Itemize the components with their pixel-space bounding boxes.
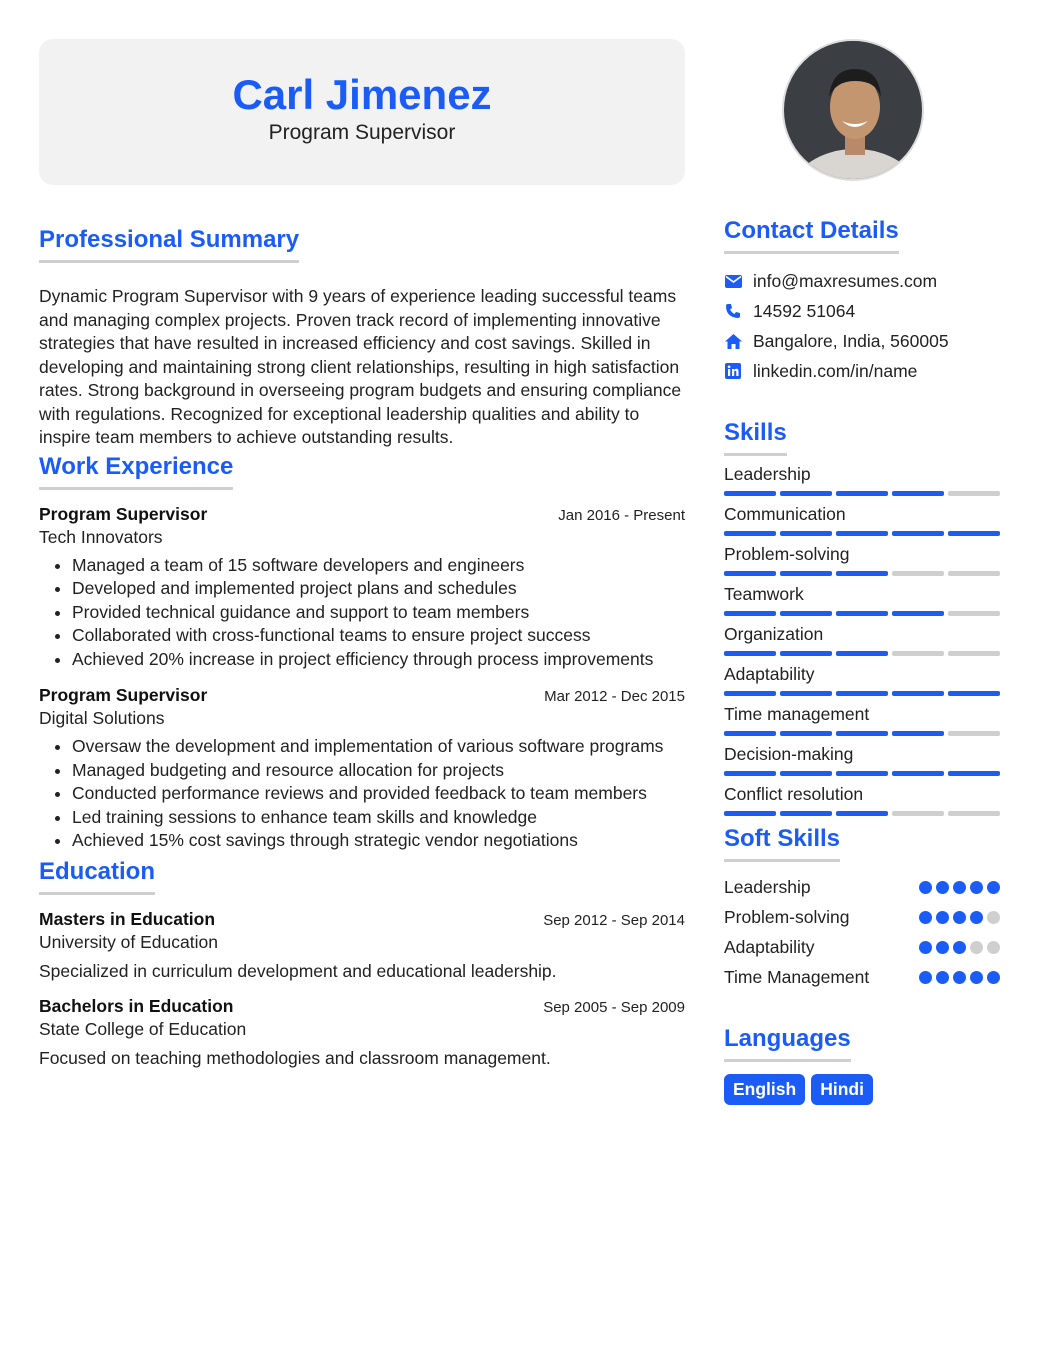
rating-dot xyxy=(919,941,932,954)
contact-linkedin[interactable] xyxy=(724,356,1000,386)
job-bullet: • Led training sessions to enhance team skills and knowledge xyxy=(72,806,685,830)
education-date: Sep 2005 - Sep 2009 xyxy=(543,998,685,1016)
degree: Masters in Education xyxy=(39,908,216,929)
main-column xyxy=(39,39,685,1069)
skill-level-segment xyxy=(948,731,1000,736)
skill-item xyxy=(724,702,1000,736)
rating-dot xyxy=(936,911,949,924)
education-description: Focused on teaching methodologies and classroom management. xyxy=(39,1047,551,1068)
skill-name: Organization xyxy=(724,624,824,644)
skill-item xyxy=(724,782,1000,816)
skill-level-segment xyxy=(724,571,776,576)
skill-level-segment xyxy=(724,811,776,816)
linkedin-text: linkedin.com/in/name xyxy=(753,360,918,381)
address-text: Bangalore, India, 560005 xyxy=(753,330,949,351)
summary-text: Dynamic Program Supervisor with 9 years of experience leading successful teams and managing complex projects. Proven track record of implementing innovative strategies that have resulted in increased efficiency and cost savings. Skilled in developing and maintaining strong client relationships, resulting in high satisfaction rates. Strong background in overseeing program budgets and ensuring compliance with regulations. Recognized for exceptional leadership qualities and ability to inspire team members to achieve outstanding results. xyxy=(39,286,682,447)
skill-level-bar xyxy=(724,691,1000,696)
skill-level-segment xyxy=(724,531,776,536)
job-date: Mar 2012 - Dec 2015 xyxy=(544,688,685,705)
job-bullet: • Collaborated with cross-functional teams to ensure project success xyxy=(72,624,685,648)
skill-level-segment xyxy=(948,771,1000,776)
rating-dot xyxy=(953,911,966,924)
phone-text: 14592 51064 xyxy=(753,300,856,321)
skill-level-bar xyxy=(724,611,1000,616)
job-bullet: • Achieved 15% cost savings through strategic vendor negotiations xyxy=(72,829,685,853)
skill-level-segment xyxy=(892,531,944,536)
skill-name: Conflict resolution xyxy=(724,784,864,804)
sidebar-column xyxy=(724,39,1000,1105)
rating-dot xyxy=(953,941,966,954)
skills-heading: Skills xyxy=(724,418,787,456)
skill-level-segment xyxy=(780,491,832,496)
job-role: Program Supervisor xyxy=(39,503,208,524)
job-bullet: • Managed budgeting and resource allocation for projects xyxy=(72,759,685,783)
skill-name: Adaptability xyxy=(724,664,815,684)
skill-level-segment xyxy=(948,531,1000,536)
rating-dot xyxy=(936,971,949,984)
skill-level-segment xyxy=(836,691,888,696)
school: University of Education xyxy=(39,931,218,952)
contact-phone[interactable] xyxy=(724,296,1000,326)
skill-level-segment xyxy=(780,611,832,616)
soft-skill-name: Problem-solving xyxy=(724,906,850,927)
job-company: Tech Innovators xyxy=(39,526,163,547)
soft-skill-name: Time Management xyxy=(724,966,870,987)
soft-skill-name: Adaptability xyxy=(724,936,815,957)
skill-name: Time management xyxy=(724,704,870,724)
skill-level-segment xyxy=(836,611,888,616)
skill-level-segment xyxy=(948,811,1000,816)
skill-level-segment xyxy=(780,691,832,696)
contact-heading: Contact Details xyxy=(724,216,899,254)
rating-dot xyxy=(970,971,983,984)
skill-level-segment xyxy=(948,571,1000,576)
languages-heading: Languages xyxy=(724,1024,851,1062)
envelope-icon xyxy=(724,272,742,290)
soft-skill-item xyxy=(724,872,1000,902)
email-text: info@maxresumes.com xyxy=(753,270,938,291)
skill-name: Decision-making xyxy=(724,744,854,764)
skill-level-segment xyxy=(836,731,888,736)
rating-dot xyxy=(953,971,966,984)
skill-level-segment xyxy=(780,771,832,776)
soft-skill-item xyxy=(724,932,1000,962)
skill-item xyxy=(724,622,1000,656)
job-entry xyxy=(39,504,685,672)
skill-name: Teamwork xyxy=(724,584,804,604)
linkedin-icon xyxy=(724,362,742,380)
skill-level-segment xyxy=(724,611,776,616)
job-bullet: • Oversaw the development and implementation of various software programs xyxy=(72,735,685,759)
summary-heading: Professional Summary xyxy=(39,225,299,263)
skill-level-bar xyxy=(724,731,1000,736)
skill-level-segment xyxy=(724,491,776,496)
contact-list xyxy=(724,266,1000,386)
skill-level-segment xyxy=(836,811,888,816)
soft-skill-rating xyxy=(919,911,1000,924)
job-bullet: • Managed a team of 15 software developers and engineers xyxy=(72,554,685,578)
languages-list xyxy=(724,1074,1000,1105)
education-date: Sep 2012 - Sep 2014 xyxy=(543,911,685,929)
skill-level-segment xyxy=(724,691,776,696)
rating-dot xyxy=(970,911,983,924)
skill-level-segment xyxy=(892,651,944,656)
skill-item xyxy=(724,742,1000,776)
skill-level-segment xyxy=(892,811,944,816)
school: State College of Education xyxy=(39,1018,247,1039)
candidate-name: Carl Jimenez xyxy=(232,71,492,118)
rating-dot xyxy=(987,881,1000,894)
job-company: Digital Solutions xyxy=(39,708,165,728)
skill-level-segment xyxy=(724,771,776,776)
rating-dot xyxy=(919,971,932,984)
skills-list xyxy=(724,462,1000,816)
skill-level-segment xyxy=(892,571,944,576)
education-entry xyxy=(39,996,685,1069)
job-bullet: • Conducted performance reviews and provided feedback to team members xyxy=(72,782,685,806)
rating-dot xyxy=(919,911,932,924)
soft-skills-list xyxy=(724,872,1000,992)
skill-level-segment xyxy=(892,731,944,736)
skill-level-bar xyxy=(724,531,1000,536)
phone-icon xyxy=(724,302,742,320)
soft-skills-heading: Soft Skills xyxy=(724,824,840,862)
contact-email[interactable] xyxy=(724,266,1000,296)
rating-dot xyxy=(936,881,949,894)
job-entry xyxy=(39,685,685,853)
skill-level-segment xyxy=(948,691,1000,696)
rating-dot xyxy=(987,911,1000,924)
soft-skill-rating xyxy=(919,971,1000,984)
rating-dot xyxy=(987,941,1000,954)
soft-skill-rating xyxy=(919,881,1000,894)
job-role: Program Supervisor xyxy=(39,685,208,705)
rating-dot xyxy=(970,941,983,954)
soft-skill-rating xyxy=(919,941,1000,954)
soft-skill-item xyxy=(724,902,1000,932)
skill-level-bar xyxy=(724,491,1000,496)
skill-level-bar xyxy=(724,811,1000,816)
skill-level-segment xyxy=(892,691,944,696)
soft-skill-name: Leadership xyxy=(724,876,811,897)
rating-dot xyxy=(987,971,1000,984)
skill-level-segment xyxy=(836,771,888,776)
skill-level-segment xyxy=(780,731,832,736)
skill-level-segment xyxy=(836,571,888,576)
skill-level-segment xyxy=(780,651,832,656)
contact-address xyxy=(724,326,1000,356)
home-icon xyxy=(724,332,742,350)
skill-name: Leadership xyxy=(724,464,811,484)
skill-level-segment xyxy=(892,491,944,496)
skill-level-segment xyxy=(836,491,888,496)
skill-item xyxy=(724,462,1000,496)
candidate-title: Program Supervisor xyxy=(268,121,456,144)
skill-level-segment xyxy=(780,571,832,576)
skill-level-segment xyxy=(780,811,832,816)
rating-dot xyxy=(936,941,949,954)
language-badge: English xyxy=(724,1074,805,1105)
job-date: Jan 2016 - Present xyxy=(558,506,685,524)
skill-level-bar xyxy=(724,771,1000,776)
rating-dot xyxy=(919,881,932,894)
job-bullets xyxy=(39,554,685,672)
skill-name: Problem-solving xyxy=(724,544,850,564)
work-heading: Work Experience xyxy=(39,452,233,490)
header-box xyxy=(39,39,685,185)
skill-level-segment xyxy=(948,491,1000,496)
degree: Bachelors in Education xyxy=(39,995,234,1016)
language-badge: Hindi xyxy=(811,1074,873,1105)
job-bullet: • Developed and implemented project plans and schedules xyxy=(72,577,685,601)
skill-level-segment xyxy=(892,611,944,616)
education-description: Specialized in curriculum development and educational leadership. xyxy=(39,960,557,981)
rating-dot xyxy=(953,881,966,894)
skill-level-segment xyxy=(724,651,776,656)
profile-photo xyxy=(782,39,924,181)
skill-item xyxy=(724,542,1000,576)
skill-level-bar xyxy=(724,651,1000,656)
job-bullet: • Achieved 20% increase in project efficiency through process improvements xyxy=(72,648,685,672)
skill-item xyxy=(724,662,1000,696)
avatar-illustration xyxy=(784,41,924,181)
skill-item xyxy=(724,582,1000,616)
rating-dot xyxy=(970,881,983,894)
job-bullets xyxy=(39,735,685,853)
skill-level-segment xyxy=(948,651,1000,656)
skill-level-segment xyxy=(724,731,776,736)
skill-level-segment xyxy=(948,611,1000,616)
education-entry xyxy=(39,909,685,982)
skill-level-segment xyxy=(836,651,888,656)
education-heading: Education xyxy=(39,857,155,895)
soft-skill-item xyxy=(724,962,1000,992)
skill-level-segment xyxy=(892,771,944,776)
skill-item xyxy=(724,502,1000,536)
skill-level-bar xyxy=(724,571,1000,576)
job-bullet: • Provided technical guidance and support to team members xyxy=(72,601,685,625)
skill-name: Communication xyxy=(724,504,846,524)
skill-level-segment xyxy=(836,531,888,536)
skill-level-segment xyxy=(780,531,832,536)
